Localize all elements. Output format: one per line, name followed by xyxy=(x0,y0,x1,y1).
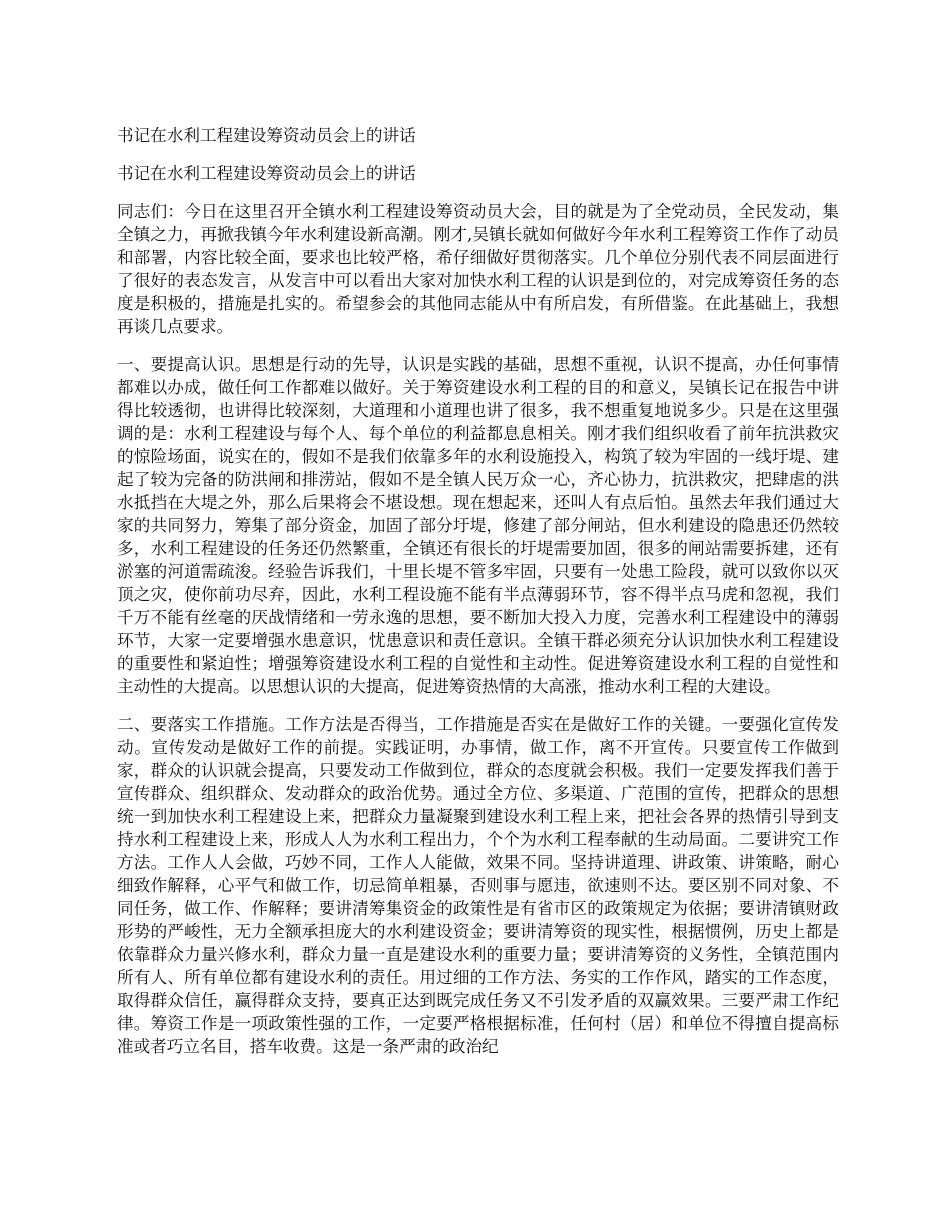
paragraph-opening: 同志们：今日在这里召开全镇水利工程建设筹资动员大会，目的就是为了全党动员，全民发动，集全镇之力，再掀我镇今年水利建设新高潮。刚才,吴镇长就如何做好今年水利工程筹资工作作了动员和部署，内容比较全面，要求也比较严格，希仔细做好贯彻落实。几个单位分别代表不同层面进行了很好的表态发言，从发言中可以看出大家对加快水利工程的认识是到位的，对完成筹资任务的态度是积极的，措施是扎实的。希望参会的其他同志能从中有所启发，有所借鉴。在此基础上，我想再谈几点要求。 xyxy=(117,202,839,336)
paragraph-implement-measures: 二、要落实工作措施。工作方法是否得当，工作措施是否实在是做好工作的关键。一要强化宣传发动。宣传发动是做好工作的前提。实践证明，办事情，做工作，离不开宣传。只要宣传工作做到家，群众的认识就会提高，只要发动工作做到位，群众的态度就会积极。我们一定要发挥我们善于宣传群众、组织群众、发动群众的政治优势。通过全方位、多渠道、广范围的宣传，把群众的思想统一到加快水利工程建设上来，把群众力量凝聚到建设水利工程上来，把社会各界的热情引导到支持水利工程建设上来，形成人人为水利工程出力，个个为水利工程奉献的生动局面。二要讲究工作方法。工作人人会做，巧妙不同，工作人人能做，效果不同。坚持讲道理、讲政策、讲策略，耐心细致作解释，心平气和做工作，切忌简单粗暴，否则事与愿违，欲速则不达。要区别不同对象、不同任务，做工作、作解释；要讲清筹集资金的政策性是有省市区的政策规定为依据；要讲清镇财政形势的严峻性，无力全额承担庞大的水利建设资金；要讲清筹资的现实性，根据惯例，历史上都是依靠群众力量兴修水利，群众力量一直是建设水利的重要力量；要讲清筹资的义务性，全镇范围内所有人、所有单位都有建设水利的责任。用过细的工作方法、务实的工作作风，踏实的工作态度，取得群众信任，赢得群众支持，要真正达到既完成任务又不引发矛盾的双赢效果。三要严肃工作纪律。筹资工作是一项政策性强的工作，一定要严格根据标准，任何村（居）和单位不得擅自提高标准或者巧立名目，搭车收费。这是一条严肃的政治纪 xyxy=(117,715,839,1056)
paragraph-raise-awareness: 一、要提高认识。思想是行动的先导，认识是实践的基础，思想不重视，认识不提高，办任何事情都难以办成，做任何工作都难以做好。关于筹资建设水利工程的目的和意义，吴镇长记在报告中讲得比较透彻，也讲得比较深刻，大道理和小道理也讲了很多，我不想重复地说多少。只是在这里强调的是：水利工程建设与每个人、每个单位的利益都息息相关。刚才我们组织收看了前年抗洪救灾的惊险场面，说实在的，假如不是我们依靠多年的水利设施投入，构筑了较为牢固的一线圩堤、建起了较为完备的防洪闸和排涝站，假如不是全镇人民万众一心，齐心协力，抗洪救灾，把肆虐的洪水抵挡在大堤之外，那么后果将会不堪设想。现在想起来，还叫人有点后怕。虽然去年我们通过大家的共同努力，筹集了部分资金，加固了部分圩堤，修建了部分闸站，但水利建设的隐患还仍然较多，水利工程建设的任务还仍然繁重，全镇还有很长的圩堤需要加固，很多的闸站需要拆建，还有淤塞的河道需疏浚。经验告诉我们，十里长堤不管多牢固，只要有一处患工险段，就可以致你以灭顶之灾，使你前功尽弃，因此，水利工程设施不能有半点薄弱环节，容不得半点马虎和忽视，我们千万不能有丝毫的厌战情绪和一劳永逸的思想，要不断加大投入力度，完善水利工程建设中的薄弱环节，大家一定要增强水患意识，忧患意识和责任意识。全镇干群必须充分认识加快水利工程建设的重要性和紧迫性；增强筹资建设水利工程的自觉性和主动性。促进筹资建设水利工程的自觉性和主动性的大提高。以思想认识的大提高，促进筹资热情的大高涨，推动水利工程的大建设。 xyxy=(117,355,839,696)
document-title: 书记在水利工程建设筹资动员会上的讲话 xyxy=(117,126,416,145)
document-subtitle: 书记在水利工程建设筹资动员会上的讲话 xyxy=(117,164,416,183)
document-page xyxy=(117,124,839,1073)
